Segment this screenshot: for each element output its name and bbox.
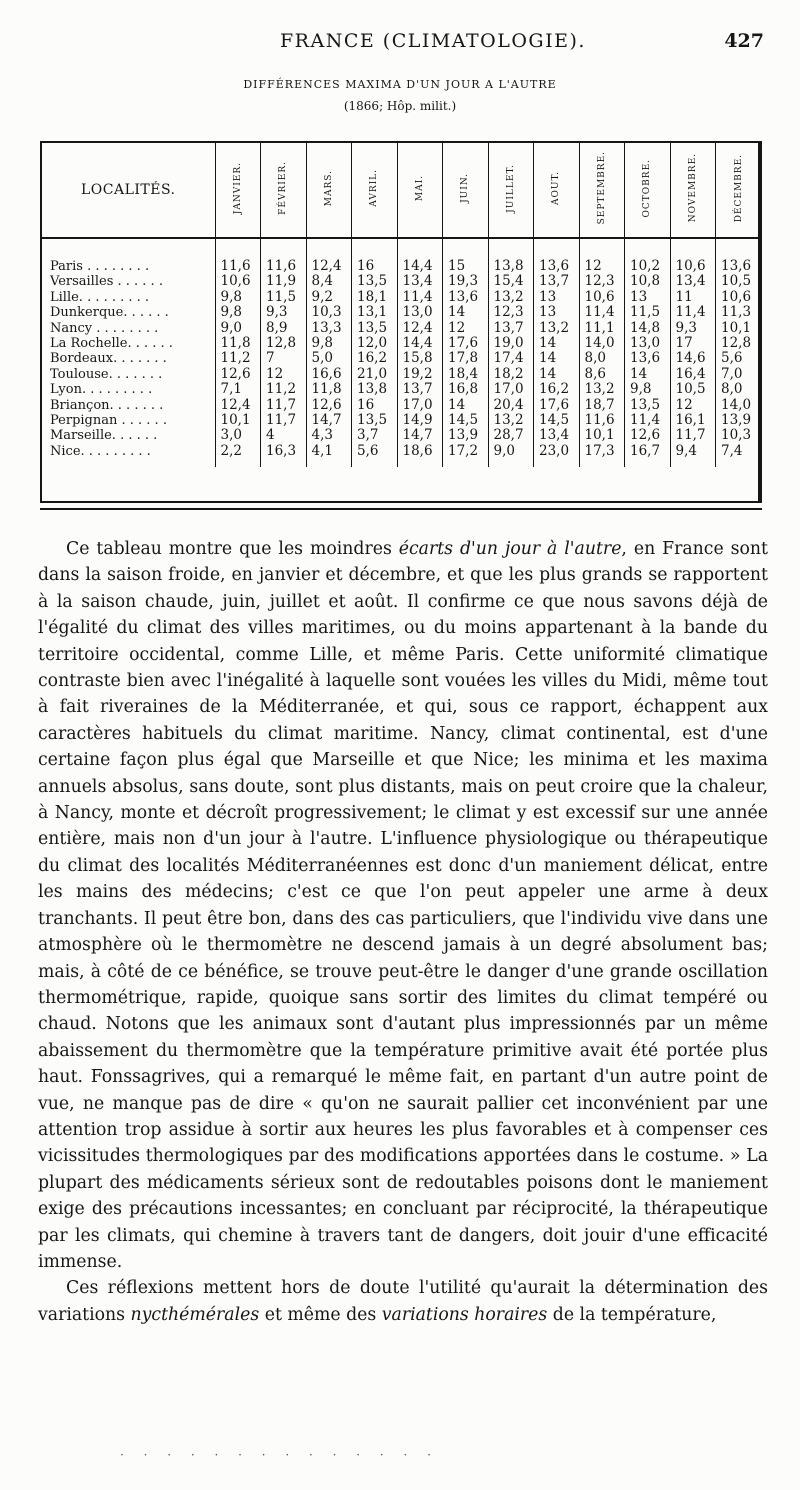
table-cell: 11,8 (306, 382, 352, 397)
table-cell: 12,6 (625, 428, 671, 443)
table-cell: 3,0 (215, 428, 261, 443)
table-cell: 28,7 (488, 428, 534, 443)
table-cell: 12,8 (716, 336, 762, 351)
month-header (352, 143, 398, 238)
table-cell: 15,4 (488, 274, 534, 289)
body-text (38, 536, 768, 1328)
table-cell: 3,7 (352, 428, 398, 443)
table-cell: 16,2 (352, 351, 398, 366)
table-cell: 10,3 (716, 428, 762, 443)
table-cell: 9,8 (625, 382, 671, 397)
table-cell: 14,8 (625, 321, 671, 336)
table-cell: 7,0 (716, 367, 762, 382)
table-cell: 8,6 (579, 367, 625, 382)
table-row (42, 321, 761, 336)
table-cell: 9,4 (670, 444, 716, 467)
table-cell: 13,2 (488, 413, 534, 428)
table-cell: 12,6 (306, 398, 352, 413)
table-cell: 14,0 (579, 336, 625, 351)
table-cell: 12,0 (352, 336, 398, 351)
table-cell: 11,5 (625, 305, 671, 320)
table-cell: 10,6 (215, 274, 261, 289)
table-cell: 18,7 (579, 398, 625, 413)
month-header (716, 143, 762, 238)
table-cell: 10,2 (625, 238, 671, 274)
table-cell: 12,4 (306, 238, 352, 274)
table-cell: 11 (670, 290, 716, 305)
table-cell: 16,2 (534, 382, 580, 397)
table-cell: 14,6 (670, 351, 716, 366)
table-cell: 10,6 (670, 238, 716, 274)
month-header (215, 143, 261, 238)
table-cell: 17,6 (534, 398, 580, 413)
table-cell: 12,8 (261, 336, 307, 351)
locality-label: Paris . . . . . . . . (50, 259, 150, 274)
table-cell: 13,5 (625, 398, 671, 413)
text-run: Ce tableau montre que les moindres (66, 539, 399, 559)
table-cell: 11,7 (670, 428, 716, 443)
table-cell: 18,2 (488, 367, 534, 382)
table-cell: 14,7 (306, 413, 352, 428)
table-cell: 12 (261, 367, 307, 382)
table-cell: 10,6 (579, 290, 625, 305)
table-cell: 9,3 (670, 321, 716, 336)
table-cell: 14 (534, 367, 580, 382)
table-subcaption: (1866; Hôp. milit.) (343, 99, 457, 113)
table-cell: 13,4 (670, 274, 716, 289)
table-cell: 11,4 (670, 305, 716, 320)
month-header-label: NOVEMBRE. (687, 153, 698, 223)
table-cell: 12,4 (397, 321, 443, 336)
table-cell: 8,4 (306, 274, 352, 289)
table-row (42, 382, 761, 397)
running-title: FRANCE (CLIMATOLOGIE). (280, 30, 586, 52)
table-cell: 11,3 (716, 305, 762, 320)
table-row (42, 238, 761, 274)
table-cell: 14 (625, 367, 671, 382)
month-header-label: DÉCEMBRE. (733, 153, 744, 223)
table-cell: 16,1 (670, 413, 716, 428)
table-cell: 5,6 (716, 351, 762, 366)
table-row (42, 290, 761, 305)
table-cell: 18,6 (397, 444, 443, 467)
table-cell: 14,0 (716, 398, 762, 413)
table-cell: 12,3 (488, 305, 534, 320)
table-cell: 13,1 (352, 305, 398, 320)
table-cell: 14 (443, 398, 489, 413)
table-cell: 17 (670, 336, 716, 351)
month-header (306, 143, 352, 238)
italic-run: écarts d'un jour à l'autre (398, 539, 622, 559)
table-cell: 23,0 (534, 444, 580, 467)
table-cell: 19,3 (443, 274, 489, 289)
table-cell: 15 (443, 238, 489, 274)
table-cell: 20,4 (488, 398, 534, 413)
table-cell: 11,2 (261, 382, 307, 397)
italic-run: variations horaires (381, 1304, 548, 1325)
table-cell: 16 (352, 398, 398, 413)
page-bottom-specks: · · · · · · · · · · · · · · (120, 1448, 439, 1462)
table-cell: 16,6 (306, 367, 352, 382)
table-cell: 10,5 (670, 382, 716, 397)
table-cell: 12 (670, 398, 716, 413)
table-cell: 13,6 (534, 238, 580, 274)
locality-label: Dunkerque. . . . . . (50, 305, 169, 321)
locality-label: La Rochelle. . . . . . (50, 336, 173, 352)
table-row (42, 336, 761, 351)
table-cell: 16,8 (443, 382, 489, 397)
body-paragraph (38, 536, 768, 1275)
table-cell: 14,5 (443, 413, 489, 428)
table-cell: 8,0 (716, 382, 762, 397)
table-cell: 12,3 (579, 274, 625, 289)
table-row (42, 305, 761, 320)
month-header (579, 143, 625, 238)
locality-label: Lyon. . . . . . . . . (50, 382, 153, 398)
table-cell: 17,8 (443, 351, 489, 366)
table-cell: 13,5 (352, 274, 398, 289)
month-header-label: MAI. (414, 174, 425, 202)
table-cell: 9,8 (215, 290, 261, 305)
text-run: de la température, (547, 1304, 717, 1325)
locality-label: Marseille. . . . . . (50, 428, 158, 444)
localites-header: LOCALITÉS. (42, 143, 215, 238)
table-header-row (42, 143, 761, 238)
table-cell: 11,7 (261, 413, 307, 428)
month-header (625, 143, 671, 238)
table-cell: 14 (534, 336, 580, 351)
table-cell: 13,8 (488, 238, 534, 274)
text-run: Ces réflexions mettent hors de doute l'utilité qu'aurait la détermination des variations (38, 1278, 768, 1325)
table-row (42, 444, 761, 467)
table-cell: 13,7 (488, 321, 534, 336)
table-row (42, 367, 761, 382)
table-cell: 13 (625, 290, 671, 305)
month-header (443, 143, 489, 238)
table-cell: 9,3 (261, 305, 307, 320)
table-cell: 11,6 (579, 413, 625, 428)
table-cell: 15,8 (397, 351, 443, 366)
table-cell: 11,5 (261, 290, 307, 305)
locality-label: Versailles . . . . . . (50, 274, 163, 290)
table-cell: 17,2 (443, 444, 489, 467)
table-body (42, 238, 761, 467)
table-cell: 17,6 (443, 336, 489, 351)
table-cell: 7,4 (716, 444, 762, 467)
table-cell: 17,0 (397, 398, 443, 413)
table-cell: 14,4 (397, 238, 443, 274)
table-row (42, 428, 761, 443)
table-cell: 7 (261, 351, 307, 366)
table-cell: 13,5 (352, 413, 398, 428)
month-header-label: JUILLET. (505, 163, 516, 213)
month-header-label: AVRIL. (369, 169, 380, 207)
table-cell: 11,4 (579, 305, 625, 320)
table-cell: 21,0 (352, 367, 398, 382)
table-cell: 8,0 (579, 351, 625, 366)
month-header-label: SEPTEMBRE. (596, 151, 607, 225)
locality-label: Toulouse. . . . . . . (50, 366, 163, 382)
table-cell: 13,0 (397, 305, 443, 320)
italic-run: nycthémérales (130, 1304, 260, 1325)
table-row (42, 413, 761, 428)
table-cell: 13,5 (352, 321, 398, 336)
month-header-label: MARS. (323, 169, 334, 207)
table-cell: 13,3 (306, 321, 352, 336)
month-header-label: FÉVRIER. (278, 161, 289, 215)
table-cell: 9,0 (488, 444, 534, 467)
table-cell: 14 (443, 305, 489, 320)
table-cell: 10,8 (625, 274, 671, 289)
table-cell: 11,4 (397, 290, 443, 305)
table-cell: 17,4 (488, 351, 534, 366)
table-cell: 18,1 (352, 290, 398, 305)
table-cell: 9,8 (306, 336, 352, 351)
table-cell: 13,6 (625, 351, 671, 366)
table-cell: 14,9 (397, 413, 443, 428)
table-cell: 13,6 (443, 290, 489, 305)
table-cell: 12 (443, 321, 489, 336)
table-cell: 13,4 (534, 428, 580, 443)
table-cell: 10,1 (215, 413, 261, 428)
table-row (42, 351, 761, 366)
table-cell: 11,2 (215, 351, 261, 366)
table-cell: 10,3 (306, 305, 352, 320)
table-cell: 5,0 (306, 351, 352, 366)
table-cell: 10,5 (716, 274, 762, 289)
table-cell: 13,4 (397, 274, 443, 289)
table-cell: 17,3 (579, 444, 625, 467)
month-header (261, 143, 307, 238)
table-cell: 13,9 (443, 428, 489, 443)
locality-label: Bordeaux. . . . . . . (50, 351, 167, 367)
table-cell: 18,4 (443, 367, 489, 382)
month-header-label: AOUT. (551, 170, 562, 205)
month-header-label: JUIN. (460, 173, 471, 203)
table-cell: 16,7 (625, 444, 671, 467)
month-header-label: JANVIER. (232, 161, 243, 215)
table-cell: 11,1 (579, 321, 625, 336)
table-cell: 12,6 (215, 367, 261, 382)
table-cell: 11,7 (261, 398, 307, 413)
page-number: 427 (724, 30, 764, 52)
table-cell: 19,2 (397, 367, 443, 382)
table-cell: 11,8 (215, 336, 261, 351)
table-cell: 7,1 (215, 382, 261, 397)
table-cell: 9,0 (215, 321, 261, 336)
climate-table-frame (40, 141, 762, 503)
locality-label: Briançon. . . . . . . (50, 397, 164, 413)
table-cell: 13,6 (716, 238, 762, 274)
table-cell: 13 (534, 290, 580, 305)
table-caption: DIFFÉRENCES MAXIMA D'UN JOUR A L'AUTRE (243, 78, 557, 91)
text-run: , en France sont dans la saison froide, en janvier et décembre, et que les plus grands se rapportent à la saison chaude, juin, juillet et août. Il confirme ce que nous savons déjà de l'égalité du climat des villes maritimes, ou du moins appartenant à la bande du territoire occidental, comme Lille, et même Paris. Cette uniformité climatique contraste bien avec l'inégalité à laquelle sont vouées les villes du Midi, même tout à fait riveraines de la Méditerranée, et qui, sous ce rapport, échappent aux caractères habituels du climat maritime. Nancy, climat continental, est d'une certaine façon plus égal que Marseille et que Nice; les minima et les maxima annuels absolus, sans doute, sont plus distants, mais on peut croire que la chaleur, à Nancy, monte et décroît progressivement; le climat y est excessif sur une année entière, mais non d'un jour à l'autre. L'influence physiologique ou thérapeutique du climat des localités Méditerranéennes est donc d'un maniement délicat, entre les mains des médecins; c'est ce que l'on peut appeler une arme à deux tranchants. Il peut être bon, dans des cas particuliers, que l'individu vive dans une atmosphère où le thermomètre ne descend jamais à un degré absolument bas; mais, à côté de ce bénéfice, se trouve peut-être le danger d'une grande oscillation thermométrique, rapide, quoique sans sortir des limites du climat tempéré ou chaud. Notons que les animaux sont d'autant plus impressionnés par un même abaissement du thermomètre que la température primitive avait été portée plus haut. Fonssagrives, qui a remarqué le même fait, en partant d'un autre point de vue, ne manque pas de dire « qu'on ne saurait pallier cet inconvénient par une attention trop assidue à sortir aux heures les plus favorables et à compenser ces vicissitudes thermologiques par des modifications apportées dans le costume. » La plupart des médicaments sérieux sont de redoutables poisons dont le maniement exige des précautions incessantes; en concluant par réciprocité, la thérapeutique par les climats, qui chemine à travers tant de dangers, doit jouir d'une efficacité immense. (38, 539, 768, 1272)
running-header (0, 30, 800, 60)
table-cell: 13,0 (625, 336, 671, 351)
table-cell: 5,6 (352, 444, 398, 467)
table-cell: 11,9 (261, 274, 307, 289)
table-cell: 13 (534, 305, 580, 320)
table-cell: 4,3 (306, 428, 352, 443)
locality-label: Nice. . . . . . . . . (50, 443, 151, 459)
table-cell: 11,6 (261, 238, 307, 274)
table-cell: 16,3 (261, 444, 307, 467)
table-cell: 17,0 (488, 382, 534, 397)
table-cell: 13,9 (716, 413, 762, 428)
table-cell: 13,2 (488, 290, 534, 305)
table-cell: 14,4 (397, 336, 443, 351)
body-paragraph (38, 1275, 768, 1328)
month-header (534, 143, 580, 238)
table-row (42, 398, 761, 413)
table-cell: 16 (352, 238, 398, 274)
climate-table (42, 143, 761, 467)
month-header (488, 143, 534, 238)
table-bottom-rule (40, 508, 762, 510)
table-cell: 13,7 (534, 274, 580, 289)
month-header-label: OCTOBRE. (642, 158, 653, 218)
month-header (670, 143, 716, 238)
table-cell: 2,2 (215, 444, 261, 467)
table-cell: 13,2 (534, 321, 580, 336)
table-cell: 11,4 (625, 413, 671, 428)
table-cell: 10,1 (579, 428, 625, 443)
table-cell: 14 (534, 351, 580, 366)
table-cell: 16,4 (670, 367, 716, 382)
table-row (42, 274, 761, 289)
table-cell: 11,6 (215, 238, 261, 274)
table-cell: 12,4 (215, 398, 261, 413)
table-cell: 4 (261, 428, 307, 443)
table-cell: 14,5 (534, 413, 580, 428)
table-cell: 19,0 (488, 336, 534, 351)
table-cell: 10,6 (716, 290, 762, 305)
table-cell: 9,8 (215, 305, 261, 320)
table-cell: 13,2 (579, 382, 625, 397)
table-cell: 12 (579, 238, 625, 274)
table-cell: 13,8 (352, 382, 398, 397)
table-cell: 4,1 (306, 444, 352, 467)
table-cell: 9,2 (306, 290, 352, 305)
table-cell: 14,7 (397, 428, 443, 443)
locality-label: Perpignan . . . . . . (50, 413, 167, 429)
month-header (397, 143, 443, 238)
locality-label: Lille. . . . . . . . . (50, 289, 150, 305)
text-run: et même des (259, 1304, 382, 1325)
table-cell: 8,9 (261, 321, 307, 336)
table-cell: 10,1 (716, 321, 762, 336)
locality-label: Nancy . . . . . . . . (50, 320, 159, 336)
table-cell: 13,7 (397, 382, 443, 397)
